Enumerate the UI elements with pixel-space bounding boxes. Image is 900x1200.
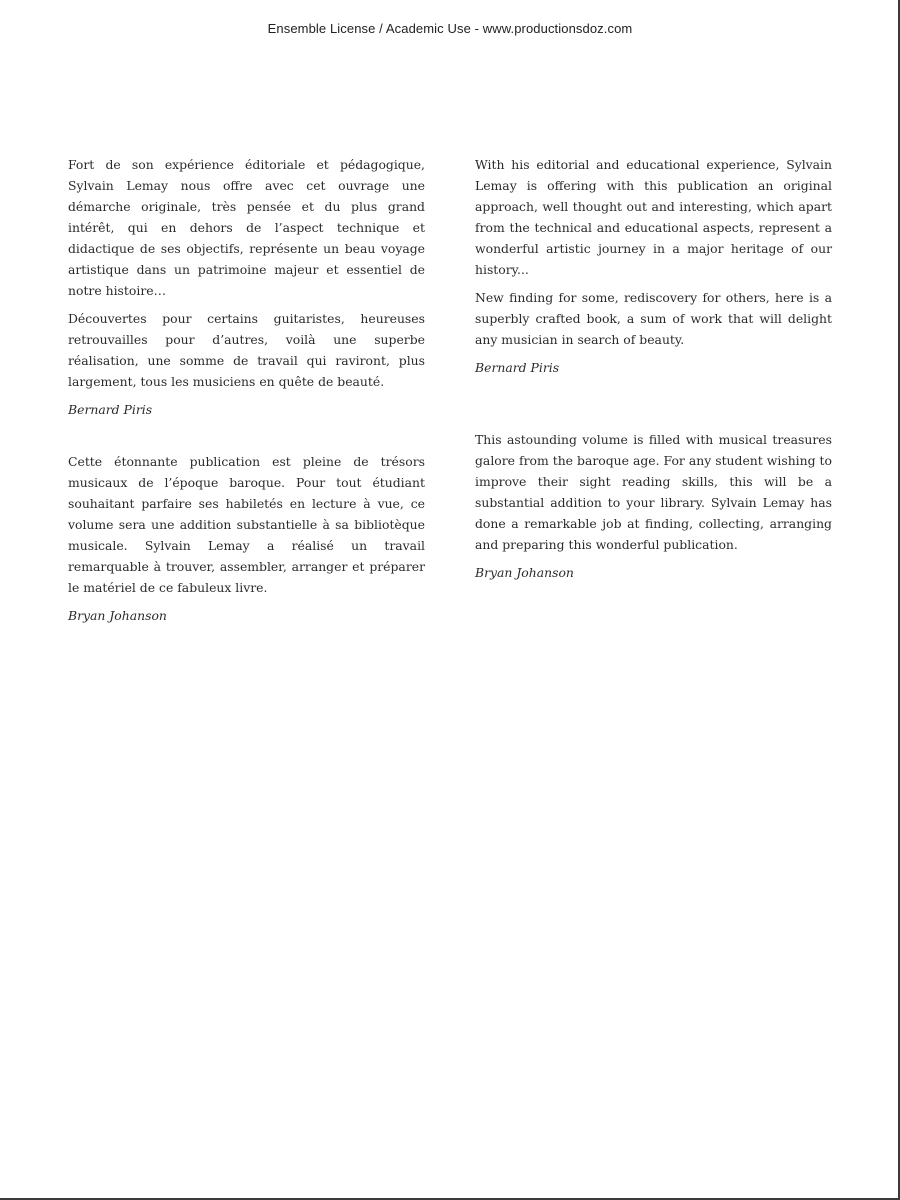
testimonial-author: Bernard Piris xyxy=(68,402,153,417)
testimonial-paragraph: With his editorial and educational experience, Sylvain Lemay is offering with this publication an original approach, well thought out and interesting, which apart from the technical and educational aspects, represent a wonderful artistic journey in a major heritage of our history... xyxy=(475,157,832,277)
testimonial-bryan-fr xyxy=(68,451,425,626)
testimonial-paragraph: Découvertes pour certains guitaristes, heureuses retrouvailles pour d’autres, voilà une superbe réalisation, une somme de travail qui raviront, plus largement, tous les musiciens en quête de beauté. xyxy=(68,311,425,389)
testimonial-author: Bernard Piris xyxy=(475,360,560,375)
testimonial-author: Bryan Johanson xyxy=(475,565,574,580)
testimonial-paragraph: This astounding volume is filled with musical treasures galore from the baroque age. For any student wishing to improve their sight reading skills, this will be a substantial addition to your library. Sylvain Lemay has done a remarkable job at finding, collecting, arranging and preparing this wonderful publication. xyxy=(475,432,832,552)
testimonial-paragraph: New finding for some, rediscovery for others, here is a superbly crafted book, a sum of work that will delight any musician in search of beauty. xyxy=(475,290,832,347)
testimonial-paragraph: Cette étonnante publication est pleine de trésors musicaux de l’époque baroque. Pour tout étudiant souhaitant parfaire ses habiletés en lecture à vue, ce volume sera une addition substantielle à sa bibliotèque musicale. Sylvain Lemay a réalisé un travail remarquable à trouver, assembler, arranger et préparer le matériel de ce fabuleux livre. xyxy=(68,454,425,595)
testimonial-bernard-en xyxy=(475,154,832,378)
testimonial-author: Bryan Johanson xyxy=(68,608,167,623)
testimonial-bryan-en xyxy=(475,429,832,583)
testimonial-paragraph: Fort de son expérience éditoriale et pédagogique, Sylvain Lemay nous offre avec cet ouvrage une démarche originale, très pensée et du plus grand intérêt, qui en dehors de l’aspect technique et didactique de ses objectifs, représente un beau voyage artistique dans un patrimoine majeur et essentiel de notre histoire… xyxy=(68,157,425,298)
testimonial-bernard-fr xyxy=(68,154,425,420)
license-header: Ensemble License / Academic Use - www.productionsdoz.com xyxy=(267,21,633,36)
